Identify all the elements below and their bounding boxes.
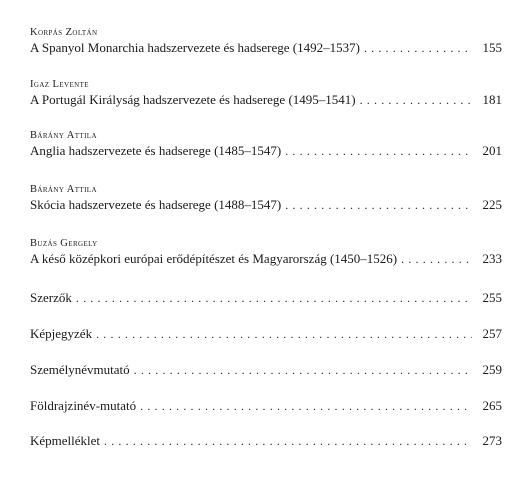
- entry-line: [30, 142, 502, 160]
- entry-line: [30, 325, 502, 343]
- entry-title: A Portugál Királyság hadszervezete és hadserege (1495–1541): [30, 92, 356, 107]
- entry-line: [30, 289, 502, 307]
- entry-line: [30, 397, 502, 415]
- entry-page-number: 255: [482, 290, 502, 305]
- leader-dots: [285, 142, 472, 160]
- leader-dots: [76, 289, 472, 307]
- toc-entry: [30, 129, 502, 160]
- entry-line: [30, 91, 502, 109]
- entry-title: A késő középkori európai erődépítészet és Magyarország (1450–1526): [30, 251, 398, 266]
- entry-page-number: 225: [482, 197, 502, 212]
- entry-title: Képmelléklet: [30, 433, 101, 448]
- toc-entry: [30, 397, 502, 415]
- toc-entry: [30, 26, 502, 57]
- leader-dots: [96, 325, 472, 343]
- toc-entry: [30, 237, 502, 268]
- entry-page-number: 155: [482, 40, 502, 55]
- entry-author: Bárány Attila: [30, 130, 97, 141]
- entry-title: A Spanyol Monarchia hadszervezete és hadserege (1492–1537): [30, 40, 360, 55]
- toc-entry: [30, 325, 502, 343]
- leader-dots: [364, 39, 472, 57]
- entry-author: Buzás Gergely: [30, 238, 98, 249]
- entry-page-number: 181: [482, 92, 502, 107]
- toc-entry: [30, 361, 502, 379]
- entry-line: [30, 361, 502, 379]
- leader-dots: [401, 250, 472, 268]
- entry-title: Személynévmutató: [30, 362, 130, 377]
- toc-entry: [30, 432, 502, 450]
- entry-page-number: 201: [482, 143, 502, 158]
- entry-title: Képjegyzék: [30, 326, 93, 341]
- entry-page-number: 259: [482, 362, 502, 377]
- entry-page-number: 257: [482, 326, 502, 341]
- leader-dots: [140, 397, 472, 415]
- entry-title: Földrajzinév-mutató: [30, 398, 137, 413]
- entry-page-number: 265: [482, 398, 502, 413]
- entry-title: Szerzők: [30, 290, 72, 305]
- entry-author: Bárány Attila: [30, 184, 97, 195]
- toc-entry: [30, 183, 502, 214]
- leader-dots: [134, 361, 472, 379]
- leader-dots: [285, 196, 472, 214]
- entry-title: Anglia hadszervezete és hadserege (1485–1547): [30, 143, 282, 158]
- entry-author: Korpás Zoltán: [30, 27, 98, 38]
- entry-line: [30, 432, 502, 450]
- leader-dots: [104, 432, 472, 450]
- entry-page-number: 273: [482, 433, 502, 448]
- toc-entry: [30, 289, 502, 307]
- entry-line: [30, 196, 502, 214]
- entry-page-number: 233: [482, 251, 502, 266]
- entry-line: [30, 39, 502, 57]
- leader-dots: [360, 91, 472, 109]
- entry-line: [30, 250, 502, 268]
- entry-author: Igaz Levente: [30, 79, 89, 90]
- entry-title: Skócia hadszervezete és hadserege (1488–1547): [30, 197, 282, 212]
- toc-entry: [30, 78, 502, 109]
